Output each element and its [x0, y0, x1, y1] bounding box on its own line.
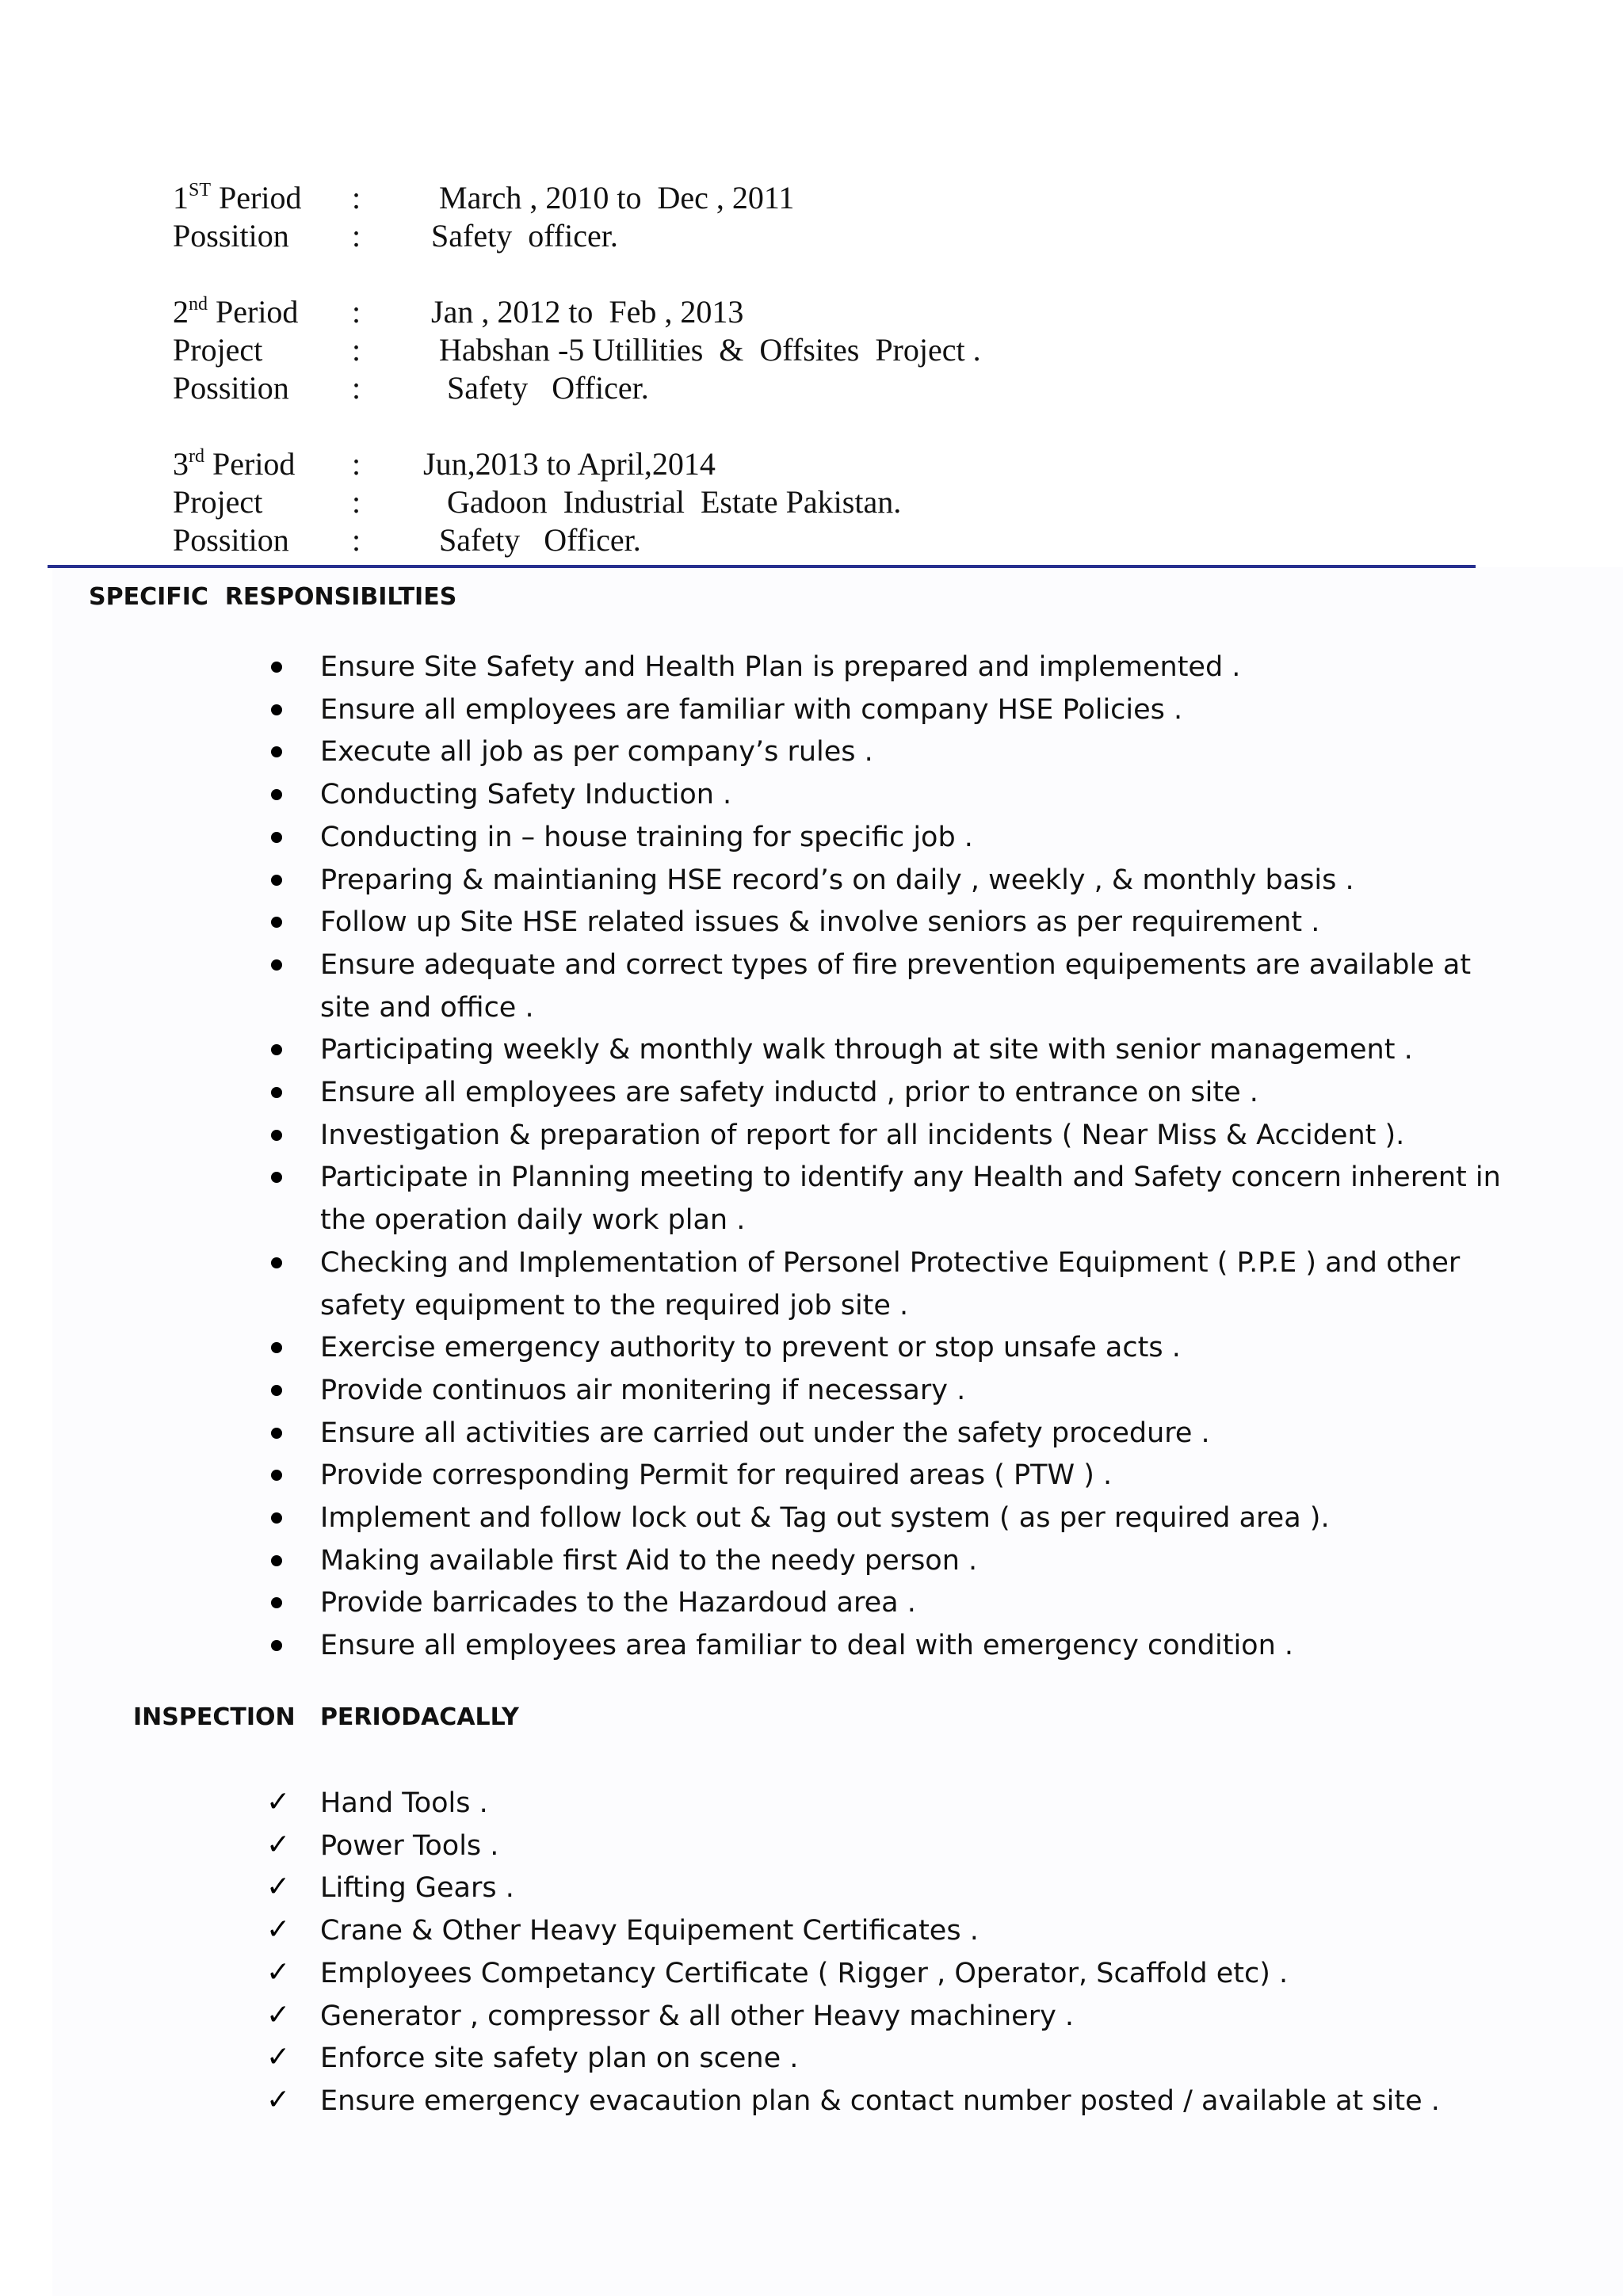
bullet-dot-icon [271, 875, 282, 886]
list-item-text: Crane & Other Heavy Equipement Certificates . [320, 1915, 979, 1947]
checkmark-icon: ✓ [266, 1913, 291, 1947]
list-item-text: Ensure all employees area familiar to deal with emergency condition . [320, 1630, 1294, 1662]
list-item [266, 646, 1503, 689]
list-item [266, 1157, 1503, 1241]
bullet-dot-icon [271, 1257, 282, 1268]
bullet-dot-icon [271, 917, 282, 928]
responsibilities-list [266, 646, 1503, 1668]
bullet-dot-icon [271, 832, 282, 843]
separator-colon: : [352, 294, 361, 330]
list-item-text: Provide barricades to the Hazardoud area . [320, 1587, 916, 1619]
checkmark-icon: ✓ [266, 1998, 291, 2031]
list-item-text: Enforce site safety plan on scene . [320, 2042, 799, 2075]
bullet-dot-icon [271, 959, 282, 971]
inspection-list [266, 1783, 1503, 2123]
project-label: Project [173, 332, 263, 368]
period-block [173, 445, 1520, 559]
project-row [173, 483, 1520, 521]
bullet-dot-icon [271, 1640, 282, 1651]
bullet-dot-icon [271, 1044, 282, 1055]
position-label: Possition [173, 218, 289, 254]
separator-colon: : [352, 218, 361, 254]
list-item [266, 1413, 1503, 1455]
period-block [173, 179, 1520, 255]
position-value: Safety officer. [423, 218, 618, 254]
list-item-text: Making available first Aid to the needy person . [320, 1544, 978, 1577]
separator-colon: : [352, 332, 361, 368]
separator-colon: : [352, 180, 361, 215]
position-row [173, 217, 1520, 255]
checkmark-icon: ✓ [266, 2041, 291, 2074]
period-label: 3rd Period [173, 445, 296, 482]
list-item-text: Implement and follow lock out & Tag out system ( as per required area ). [320, 1502, 1330, 1535]
position-label: Possition [173, 370, 289, 406]
list-item [266, 1783, 1503, 1825]
separator-colon: : [352, 446, 361, 482]
list-item-text: Ensure Site Safety and Health Plan is prepared and implemented . [320, 651, 1241, 683]
bullet-dot-icon [271, 1428, 282, 1439]
bullet-dot-icon [271, 1385, 282, 1396]
list-item [266, 1625, 1503, 1668]
separator-colon: : [352, 522, 361, 558]
period-label: 1ST Period [173, 179, 302, 215]
list-item-text: Preparing & maintianing HSE record’s on daily , weekly , & monthly basis . [320, 864, 1354, 896]
list-item-text: Ensure adequate and correct types of fire prevention equipements are available at site and office . [320, 948, 1472, 1024]
list-item-text: Exercise emergency authority to prevent or stop unsafe acts . [320, 1332, 1181, 1364]
bullet-dot-icon [271, 1555, 282, 1566]
bullet-dot-icon [271, 1470, 282, 1481]
period-row [173, 179, 1520, 217]
position-value: Safety Officer. [423, 370, 649, 406]
employment-periods [173, 179, 1520, 597]
list-item [266, 1115, 1503, 1158]
list-item [266, 1867, 1503, 1910]
list-item [266, 1540, 1503, 1583]
list-item-text: Execute all job as per company’s rules . [320, 736, 873, 769]
list-item-text: Power Tools . [320, 1829, 499, 1862]
period-dates: Jan , 2012 to Feb , 2013 [423, 294, 744, 330]
separator-colon: : [352, 484, 361, 520]
list-item [266, 860, 1503, 902]
checkmark-icon: ✓ [266, 1786, 291, 1818]
list-item [266, 1996, 1503, 2039]
position-label: Possition [173, 522, 289, 558]
list-item [266, 1370, 1503, 1413]
list-item-text: Conducting in – house training for specific job . [320, 821, 973, 853]
list-item-text: Provide corresponding Permit for required areas ( PTW ) . [320, 1459, 1113, 1492]
period-block [173, 293, 1520, 407]
list-item-text: Follow up Site HSE related issues & involve seniors as per requirement . [320, 906, 1320, 939]
bullet-dot-icon [271, 704, 282, 715]
project-value: Habshan -5 Utillities & Offsites Project . [423, 332, 981, 368]
checkmark-icon: ✓ [266, 1828, 291, 1861]
list-item-text: Ensure all activities are carried out under the safety procedure . [320, 1417, 1210, 1449]
period-dates: March , 2010 to Dec , 2011 [423, 180, 795, 215]
checkmark-icon: ✓ [266, 1871, 291, 1904]
list-item [266, 689, 1503, 732]
list-item [266, 2081, 1503, 2123]
list-item [266, 1242, 1503, 1327]
bullet-dot-icon [271, 662, 282, 673]
project-label: Project [173, 484, 263, 520]
position-row [173, 521, 1520, 559]
position-row [173, 369, 1520, 407]
period-row [173, 445, 1520, 483]
list-item [266, 1953, 1503, 1996]
list-item-text: Participating weekly & monthly walk through at site with senior management . [320, 1034, 1413, 1066]
list-item-text: Checking and Implementation of Personel Protective Equipment ( P.P.E ) and other safety equipment to the required job site . [320, 1246, 1461, 1322]
list-item [266, 817, 1503, 860]
list-item-text: Ensure all employees are safety inductd , prior to entrance on site . [320, 1077, 1258, 1109]
project-value: Gadoon Industrial Estate Pakistan. [423, 484, 902, 520]
bullet-dot-icon [271, 1087, 282, 1098]
list-item-text: Hand Tools . [320, 1787, 488, 1819]
bullet-dot-icon [271, 1342, 282, 1353]
inspection-heading: INSPECTION PERIODACALLY [133, 1703, 519, 1731]
list-item [266, 1497, 1503, 1540]
position-value: Safety Officer. [423, 522, 641, 558]
separator-colon: : [352, 370, 361, 406]
list-item-text: Conducting Safety Induction . [320, 779, 732, 811]
period-dates: Jun,2013 to April,2014 [423, 446, 716, 482]
list-item [266, 944, 1503, 1029]
list-item-text: Ensure all employees are familiar with company HSE Policies . [320, 693, 1183, 726]
project-row [173, 331, 1520, 369]
bullet-dot-icon [271, 746, 282, 757]
specific-responsibilities-heading: SPECIFIC RESPONSIBILTIES [89, 583, 457, 611]
bullet-dot-icon [271, 1130, 282, 1141]
list-item [266, 1327, 1503, 1370]
list-item-text: Provide continuos air monitering if necessary . [320, 1374, 966, 1406]
list-item [266, 731, 1503, 774]
checkmark-icon: ✓ [266, 2083, 291, 2116]
list-item [266, 1072, 1503, 1115]
list-item-text: Employees Competancy Certificate ( Rigger , Operator, Scaffold etc) . [320, 1957, 1289, 1989]
list-item [266, 1029, 1503, 1072]
bullet-dot-icon [271, 1597, 282, 1608]
list-item [266, 2038, 1503, 2081]
list-item-text: Lifting Gears . [320, 1872, 514, 1905]
bullet-dot-icon [271, 1172, 282, 1183]
list-item [266, 1825, 1503, 1868]
list-item [266, 1455, 1503, 1497]
list-item [266, 1582, 1503, 1625]
list-item-text: Generator , compressor & all other Heavy machinery . [320, 2000, 1075, 2032]
period-row [173, 293, 1520, 331]
list-item [266, 774, 1503, 817]
list-item-text: Ensure emergency evacaution plan & contact number posted / available at site . [320, 2084, 1440, 2117]
bullet-dot-icon [271, 1512, 282, 1524]
period-label: 2nd Period [173, 293, 299, 330]
section-divider [48, 565, 1476, 568]
list-item-text: Participate in Planning meeting to identify any Health and Safety concern inherent in the operation daily work plan . [320, 1161, 1501, 1237]
list-item [266, 1910, 1503, 1953]
list-item [266, 902, 1503, 944]
checkmark-icon: ✓ [266, 1955, 291, 1989]
bullet-dot-icon [271, 789, 282, 800]
list-item-text: Investigation & preparation of report for all incidents ( Near Miss & Accident ). [320, 1119, 1405, 1151]
